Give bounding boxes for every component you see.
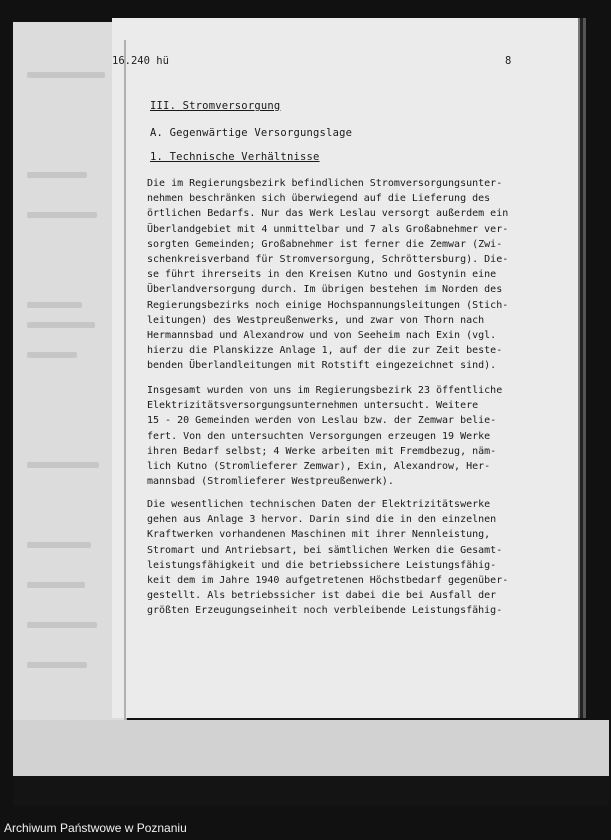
binding-line <box>124 40 126 720</box>
text-line: größten Erzeugungseinheit noch verbleibende Leistungsfähig- <box>147 605 503 617</box>
page-number: 8 <box>505 55 512 67</box>
scan-bottom-margin <box>13 720 609 776</box>
page-edge <box>578 30 586 700</box>
paragraph-3 <box>147 497 542 619</box>
subsubsection-heading: 1. Technische Verhältnisse <box>150 151 320 163</box>
text-line: hierzu die Planskizze Anlage 1, auf der die zur Zeit beste- <box>147 345 503 357</box>
subsection-heading: A. Gegenwärtige Versorgungslage <box>150 127 353 139</box>
archive-watermark-label: Archiwum Państwowe w Poznaniu <box>4 821 187 835</box>
text-line: Die wesentlichen technischen Daten der Elektrizitätswerke <box>147 499 491 510</box>
previous-page-strip <box>13 22 127 722</box>
text-line: se führt ihrerseits in den Kreisen Kutno und Gostynin eine <box>147 269 497 281</box>
bleed-through-mark <box>27 302 82 308</box>
text-line: sorgten Gemeinden; Großabnehmer ist ferner die Zemwar (Zwi- <box>147 238 503 250</box>
text-line: leistungsfähigkeit und die betriebssichere Leistungsfähig- <box>147 559 497 571</box>
text-line: benden Überlandleitungen mit Rotstift eingezeichnet sind). <box>147 360 497 372</box>
text-line: keit dem im Jahre 1940 aufgetretenen Höchstbedarf gegenüber- <box>147 575 509 587</box>
paragraph-1 <box>147 176 542 374</box>
text-line: ihren Bedarf selbst; 4 Werke arbeiten mit Fremdbezug, näm- <box>147 445 497 457</box>
bleed-through-mark <box>27 622 97 628</box>
text-line: Überlandversorgung durch. Im übrigen bestehen im Norden des <box>147 284 503 296</box>
text-line: fert. Von den untersuchten Versorgungen erzeugen 19 Werke <box>147 430 491 442</box>
paragraph-2 <box>147 383 542 489</box>
text-line: lich Kutno (Stromlieferer Zemwar), Exin, Alexandrow, Her- <box>147 461 491 473</box>
text-line: Die im Regierungsbezirk befindlichen Stromversorgungsunter- <box>147 178 503 189</box>
text-line: Regierungsbezirks noch einige Hochspannungsleitungen (Stich- <box>147 299 509 311</box>
bleed-through-mark <box>27 352 77 358</box>
text-line: Stromart und Antriebsart, bei sämtlichen Werken die Gesamt- <box>147 544 503 556</box>
text-line: mannsbad (Stromlieferer Westpreußenwerk). <box>147 476 394 488</box>
bleed-through-mark <box>27 322 95 328</box>
document-reference: 16.240 hü <box>112 55 169 67</box>
text-line: Insgesamt wurden von uns im Regierungsbezirk 23 öffentliche <box>147 385 503 396</box>
bleed-through-mark <box>27 662 87 668</box>
bleed-through-mark <box>27 462 99 468</box>
text-line: Hermannsbad und Alexandrow und von Seeheim nach Exin (vgl. <box>147 330 497 342</box>
section-heading: III. Stromversorgung <box>150 100 281 112</box>
text-line: gestellt. Als betriebssicher ist dabei die bei Ausfall der <box>147 590 497 602</box>
text-line: 15 - 20 Gemeinden werden von Leslau bzw. der Zemwar belie- <box>147 415 497 427</box>
text-line: Überlandgebiet mit 4 unmittelbar und 7 als Großabnehmer ver- <box>147 223 509 235</box>
bleed-through-mark <box>27 72 105 78</box>
text-line: nehmen beschränken sich überwiegend auf die Lieferung des <box>147 193 491 205</box>
text-line: gehen aus Anlage 3 hervor. Darin sind die in den einzelnen <box>147 514 497 526</box>
text-line: örtlichen Bedarfs. Nur das Werk Leslau versorgt außerdem ein <box>147 208 509 220</box>
bleed-through-mark <box>27 172 87 178</box>
text-line: Elektrizitätsversorgungsunternehmen untersucht. Weitere <box>147 400 479 412</box>
bleed-through-mark <box>27 582 85 588</box>
scan-bottom-shadow <box>13 776 609 806</box>
text-line: leitungen) des Westpreußenwerks, und zwar von Thorn nach <box>147 314 485 326</box>
text-line: schenkreisverband für Stromversorgung, Schröttersburg). Die- <box>147 254 509 266</box>
bleed-through-mark <box>27 542 91 548</box>
bleed-through-mark <box>27 212 97 218</box>
text-line: Kraftwerken vorhandenen Maschinen mit ihrer Nennleistung, <box>147 529 491 541</box>
